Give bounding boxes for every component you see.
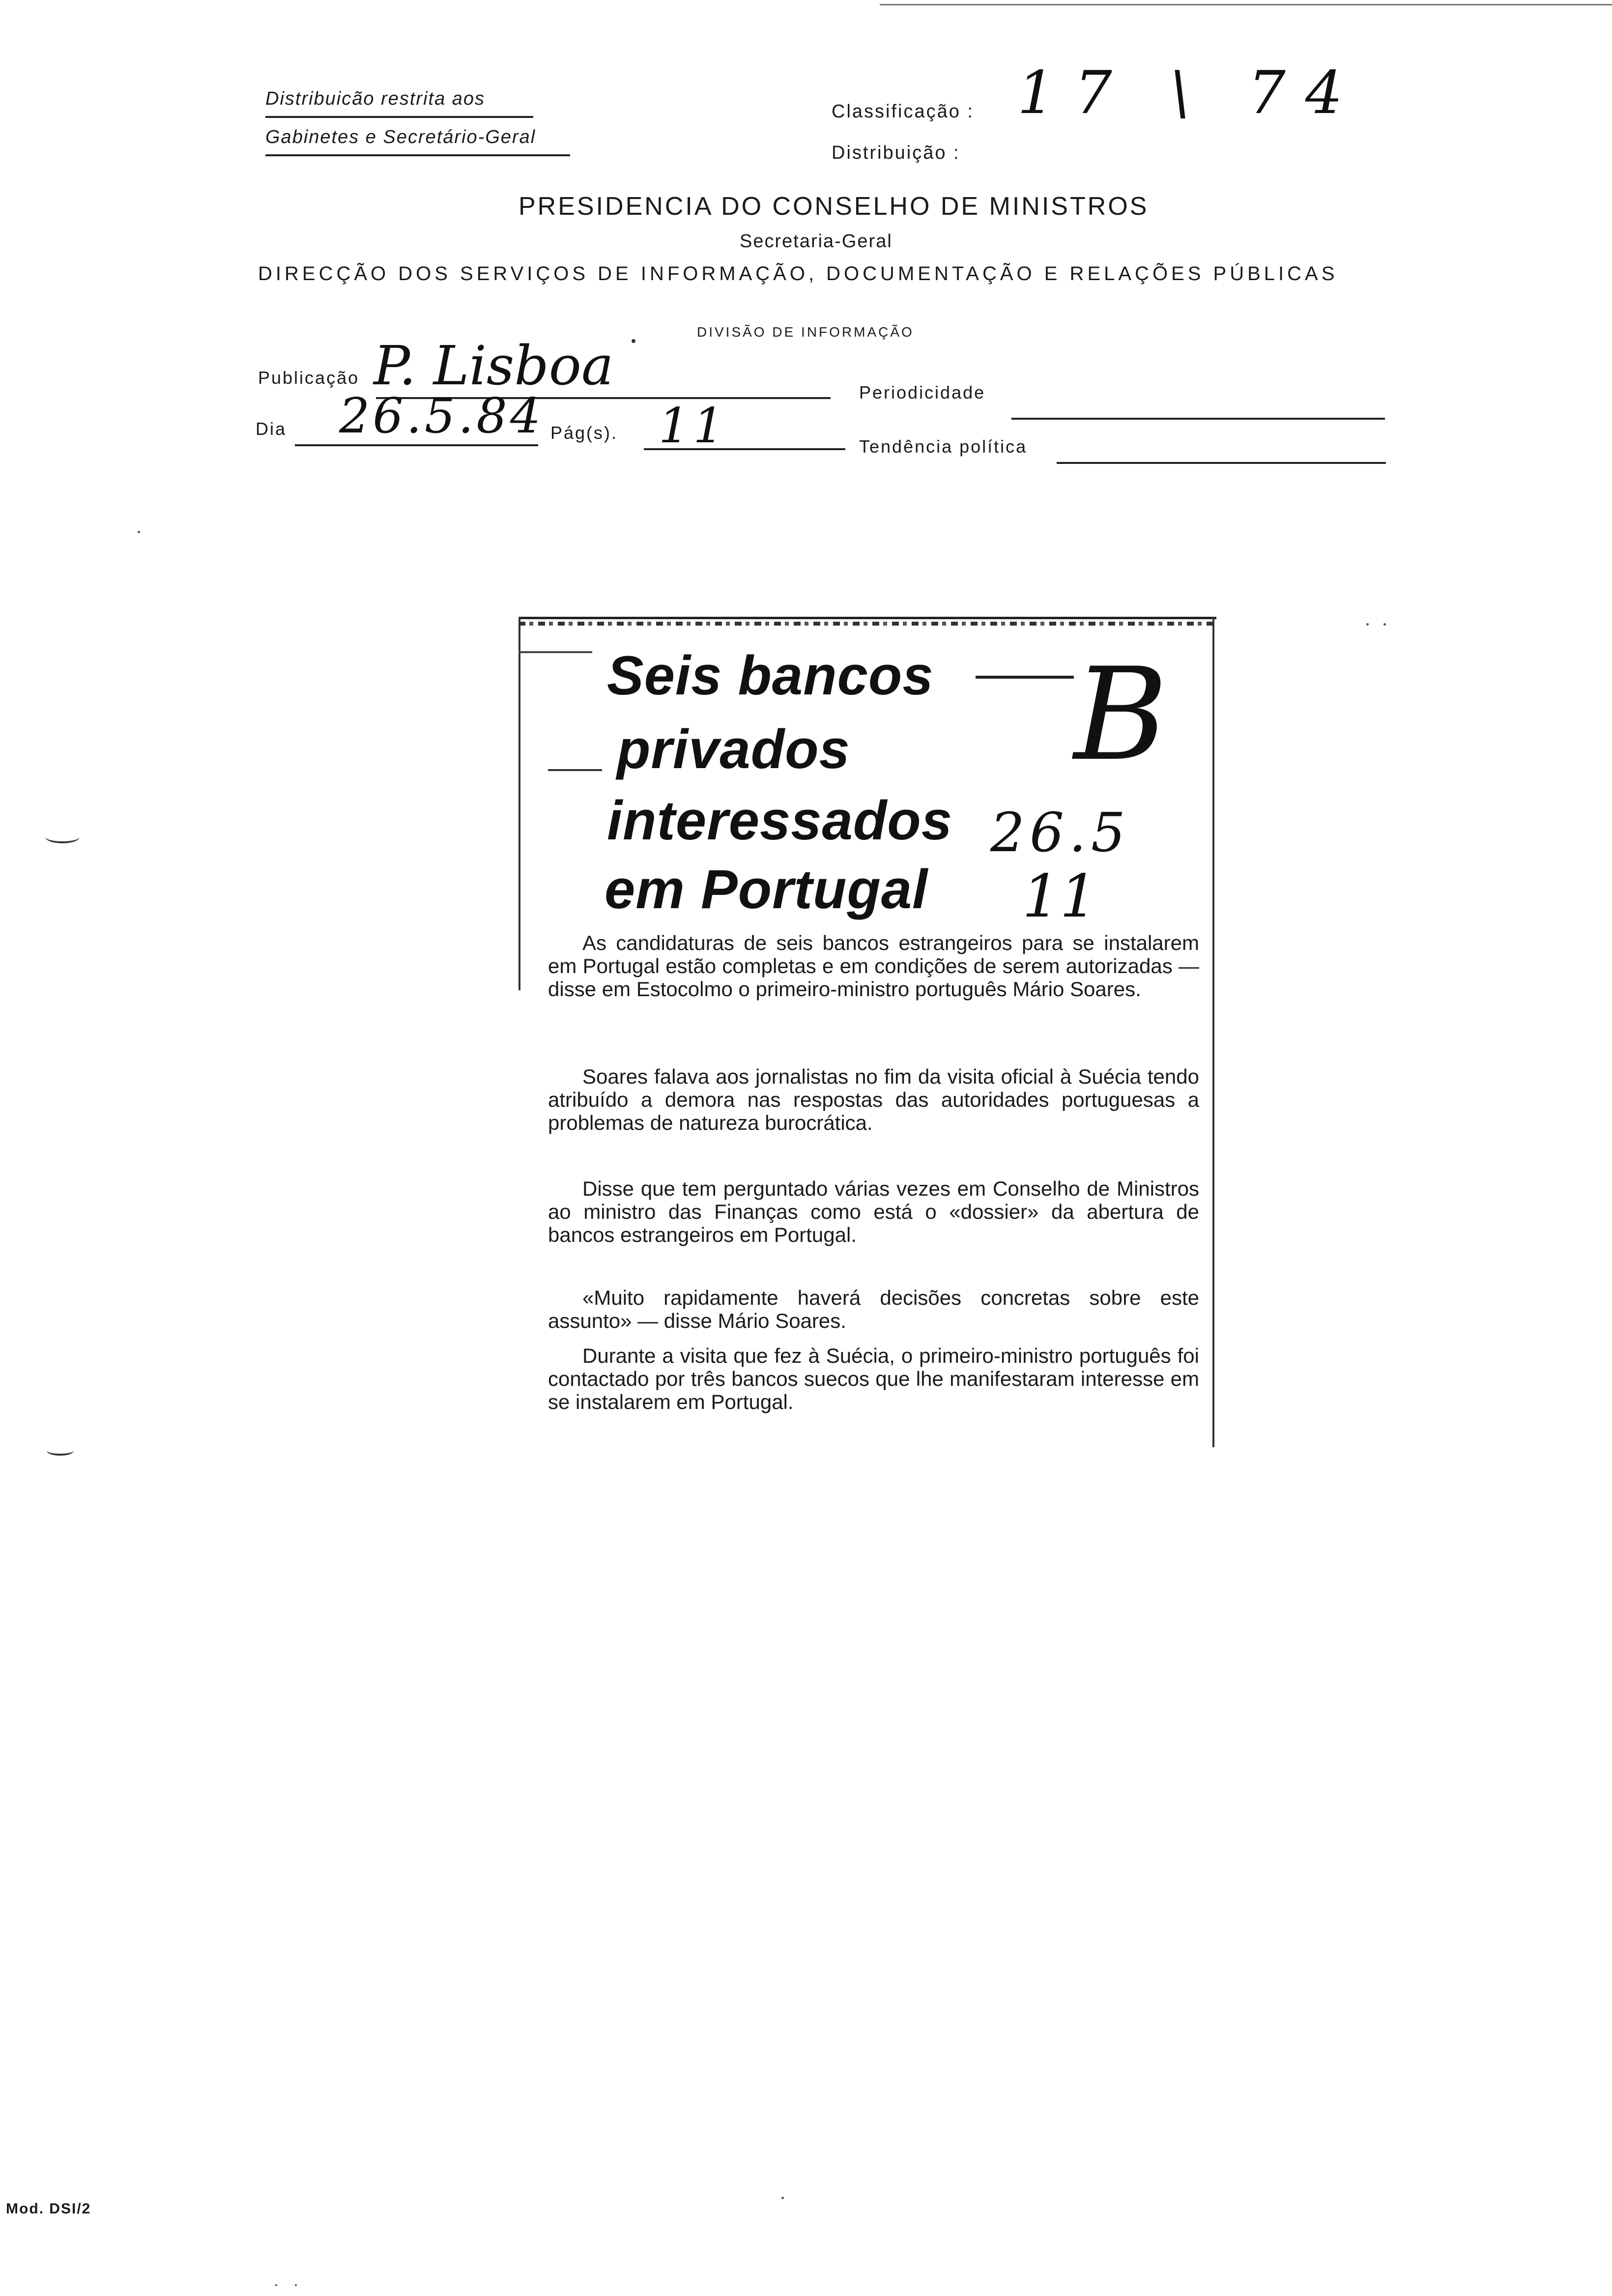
headline-rule-left xyxy=(518,651,592,653)
periodicidade-label: Periodicidade xyxy=(859,382,986,402)
underline-restricted-2 xyxy=(265,154,570,156)
dia-label: Dia xyxy=(256,419,287,439)
article-paragraph: «Muito rapidamente haverá decisões concretas sobre este assunto» — disse Mário Soares. xyxy=(548,1286,1199,1332)
clipping-torn-edge xyxy=(518,622,1216,626)
classificacao-label: Classificação : xyxy=(832,101,974,122)
org-subtitle: Secretaria-Geral xyxy=(740,231,892,252)
clipping-top-edge xyxy=(518,617,1216,619)
newspaper-clipping xyxy=(518,617,1216,1447)
scan-speck xyxy=(295,2284,297,2286)
handwritten-clip-page: 11 xyxy=(1022,862,1097,931)
form-code: Mod. DSI/2 xyxy=(6,2201,91,2217)
publicacao-label: Publicação xyxy=(258,368,360,388)
clipping-left-edge xyxy=(518,617,520,990)
margin-tick-upper xyxy=(45,831,80,843)
scan-speck xyxy=(781,2197,784,2199)
direction-title: DIRECÇÃO DOS SERVIÇOS DE INFORMAÇÃO, DOCUMENTAÇÃO E RELAÇÕES PÚBLICAS xyxy=(258,263,1338,285)
underline-restricted-1 xyxy=(265,116,533,118)
dia-handwritten: 26.5.84 xyxy=(339,388,544,444)
restricted-distribution-line2: Gabinetes e Secretário-Geral xyxy=(265,127,536,147)
tendencia-label: Tendência política xyxy=(859,436,1028,457)
publicacao-handwritten: P. Lisboa xyxy=(374,334,614,397)
scan-speck xyxy=(138,531,140,533)
distribuicao-label: Distribuição : xyxy=(832,143,960,163)
headline-rule-mid xyxy=(548,769,602,771)
headline-line-2: privados xyxy=(617,718,850,780)
article-paragraph: Soares falava aos jornalistas no fim da visita oficial à Suécia tendo atribuído a demora nas respostas das autoridades portuguesas a problemas de natureza burocrática. xyxy=(548,1065,1199,1134)
handwritten-b-mark: B xyxy=(1074,641,1168,789)
ink-dot xyxy=(632,339,635,343)
handwritten-clip-date: 26.5 xyxy=(990,801,1130,864)
article-paragraph: Disse que tem perguntado várias vezes em Conselho de Ministros ao ministro das Finanças como está o «dossier» da abertura de bancos estrangeiros em Portugal. xyxy=(548,1177,1199,1246)
scan-edge-line xyxy=(880,4,1612,5)
headline-line-3: interessados xyxy=(607,790,952,851)
headline-line-1: Seis bancos xyxy=(607,645,934,706)
headline-rule-right xyxy=(976,676,1074,679)
article-paragraph: As candidaturas de seis bancos estrangeiros para se instalarem em Portugal estão completas e em condições de serem autorizadas — disse em Estocolmo o primeiro-ministro português Mário Soares. xyxy=(548,931,1199,1001)
division-title: DIVISÃO DE INFORMAÇÃO xyxy=(697,324,914,340)
pag-label: Pág(s). xyxy=(550,423,618,443)
periodicidade-line xyxy=(1011,418,1385,420)
restricted-distribution-line1: Distribuicão restrita aos xyxy=(265,88,486,109)
scan-speck xyxy=(1383,623,1386,626)
pag-line xyxy=(644,448,845,450)
margin-tick-lower xyxy=(47,1446,74,1456)
org-title: PRESIDENCIA DO CONSELHO DE MINISTROS xyxy=(518,192,1149,221)
handwritten-classification-code: 17 \ 74 xyxy=(1017,59,1363,127)
scan-speck xyxy=(275,2284,277,2286)
scan-speck xyxy=(1366,623,1369,626)
dia-line xyxy=(295,444,538,446)
headline-line-4: em Portugal xyxy=(604,859,928,920)
clipping-right-edge xyxy=(1212,617,1214,1447)
pag-handwritten: 11 xyxy=(659,398,728,454)
tendencia-line xyxy=(1057,462,1386,464)
article-paragraph: Durante a visita que fez à Suécia, o primeiro-ministro português foi contactado por três bancos suecos que lhe manifestaram interesse em se instalarem em Portugal. xyxy=(548,1344,1199,1413)
